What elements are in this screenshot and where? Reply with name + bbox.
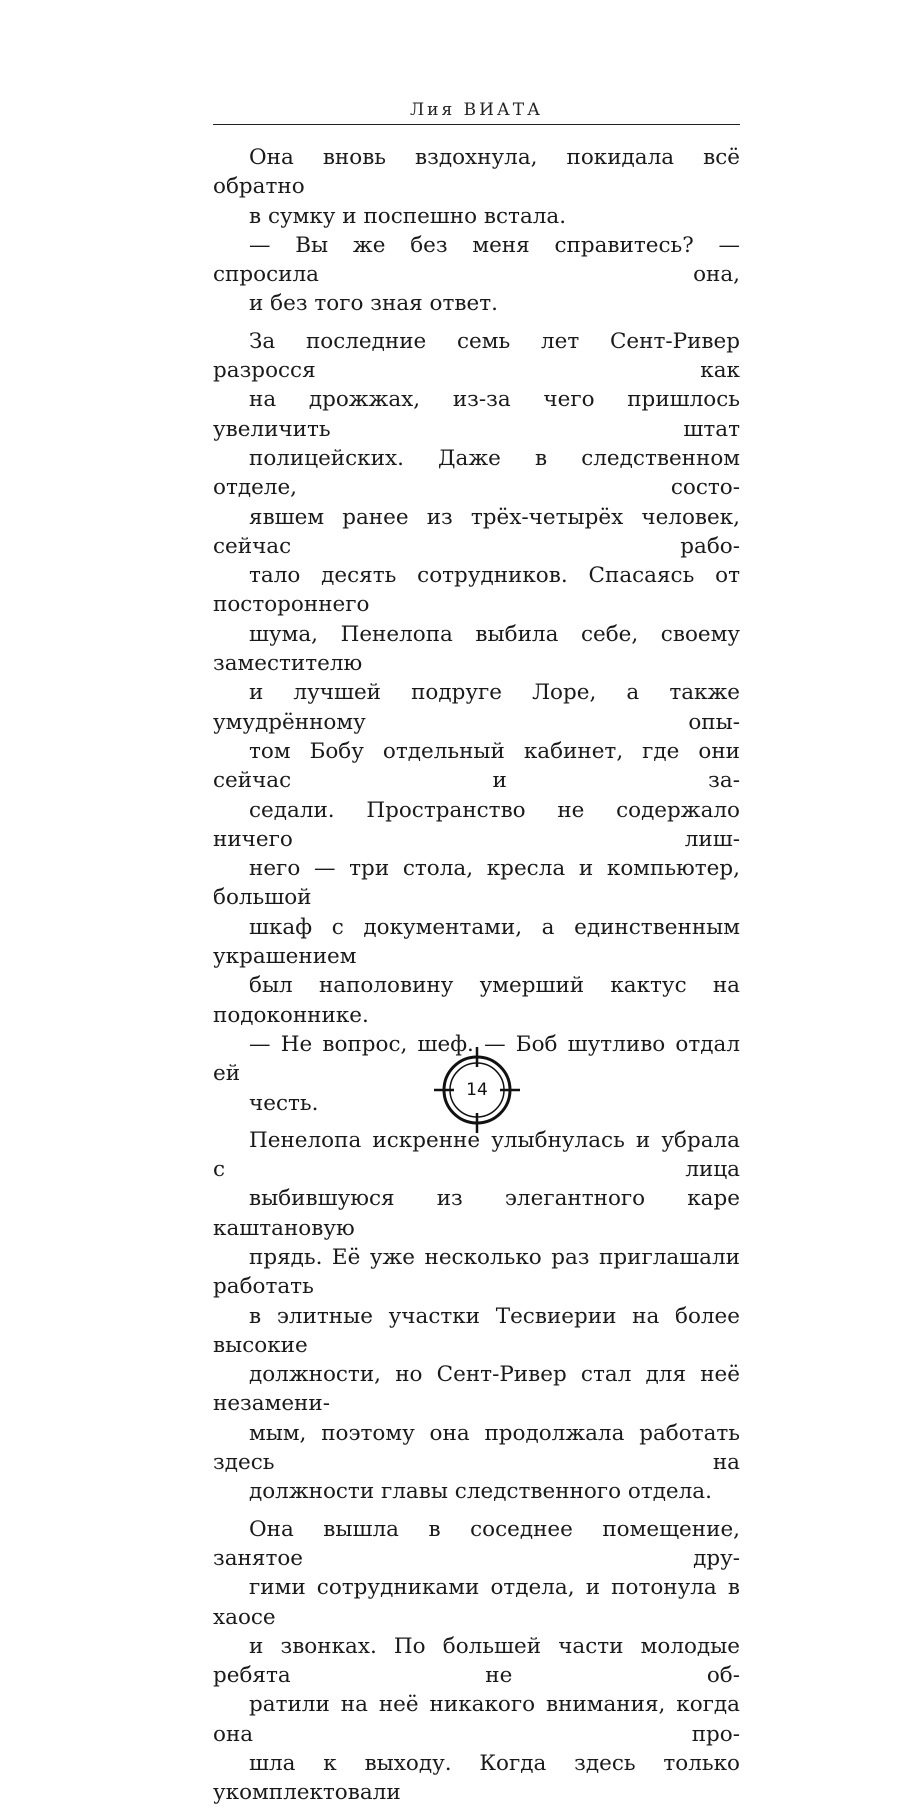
text-line: ратили на неё никакого внимания, когда она про- (213, 1692, 740, 1747)
body-text (213, 143, 740, 1808)
text-line: шума, Пенелопа выбила себе, своему заместителю (213, 621, 740, 677)
text-line: честь. (249, 1090, 319, 1116)
text-line: явшем ранее из трёх-четырёх человек, сейчас рабо- (213, 504, 740, 559)
text-line: был наполовину умерший кактус на подоконнике. (213, 973, 740, 1028)
text-line: в элитные участки Тесвиерии на более высокие (213, 1303, 740, 1358)
text-line: — Не вопрос, шеф. — Боб шутливо отдал ей (213, 1031, 740, 1087)
text-line: прядь. Её уже несколько раз приглашали работать (213, 1244, 740, 1300)
text-line: гими сотрудниками отдела, и потонула в хаосе (213, 1575, 740, 1630)
paragraph (213, 1515, 740, 1808)
paragraph (213, 327, 740, 1030)
text-line: — Вы же без меня справитесь? — спросила она, (213, 232, 740, 288)
text-line: должности главы следственного отдела. (249, 1479, 712, 1505)
text-line: седали. Пространство не содержало ничего лиш- (213, 797, 740, 852)
text-line: и без того зная ответ. (249, 291, 498, 317)
paragraph (213, 143, 740, 231)
paragraph (213, 231, 740, 319)
text-line: на дрожжах, из-за чего пришлось увеличить штат (213, 387, 740, 442)
text-line: Пенелопа искренне улыбнулась и убрала с лица (213, 1127, 740, 1183)
running-header: Лия ВИАТА (409, 100, 544, 120)
text-line: тало десять сотрудников. Спасаясь от постороннего (213, 563, 740, 618)
text-line: мым, поэтому она продолжала работать здесь на (213, 1420, 740, 1476)
text-line: шла к выходу. Когда здесь только укомплектовали (213, 1751, 740, 1806)
header-rule (213, 124, 740, 125)
text-line: в сумку и поспешно встала. (249, 203, 567, 229)
text-line: За последние семь лет Сент-Ривер разросся как (213, 328, 740, 384)
text-line: и лучшей подруге Лоре, а также умудрённому опы- (213, 680, 740, 735)
text-line: полицейских. Даже в следственном отделе, состо- (213, 445, 740, 501)
page-number-ornament (433, 1046, 521, 1134)
text-line: Она вновь вздохнула, покидала всё обратно (213, 145, 740, 200)
text-line: Она вышла в соседнее помещение, занятое дру- (213, 1516, 740, 1571)
text-line: должности, но Сент-Ривер стал для неё незамени- (213, 1362, 740, 1417)
paragraph (213, 1126, 740, 1507)
text-line: том Бобу отдельный кабинет, где они сейчас и за- (213, 738, 740, 794)
text-line: шкаф с документами, а единственным украшением (213, 914, 740, 970)
text-line: выбившуюся из элегантного каре каштановую (213, 1186, 740, 1241)
text-line: и звонках. По большей части молодые ребята не об- (213, 1633, 740, 1689)
text-line: него — три стола, кресла и компьютер, большой (213, 856, 740, 911)
page-number: 14 (466, 1080, 488, 1100)
